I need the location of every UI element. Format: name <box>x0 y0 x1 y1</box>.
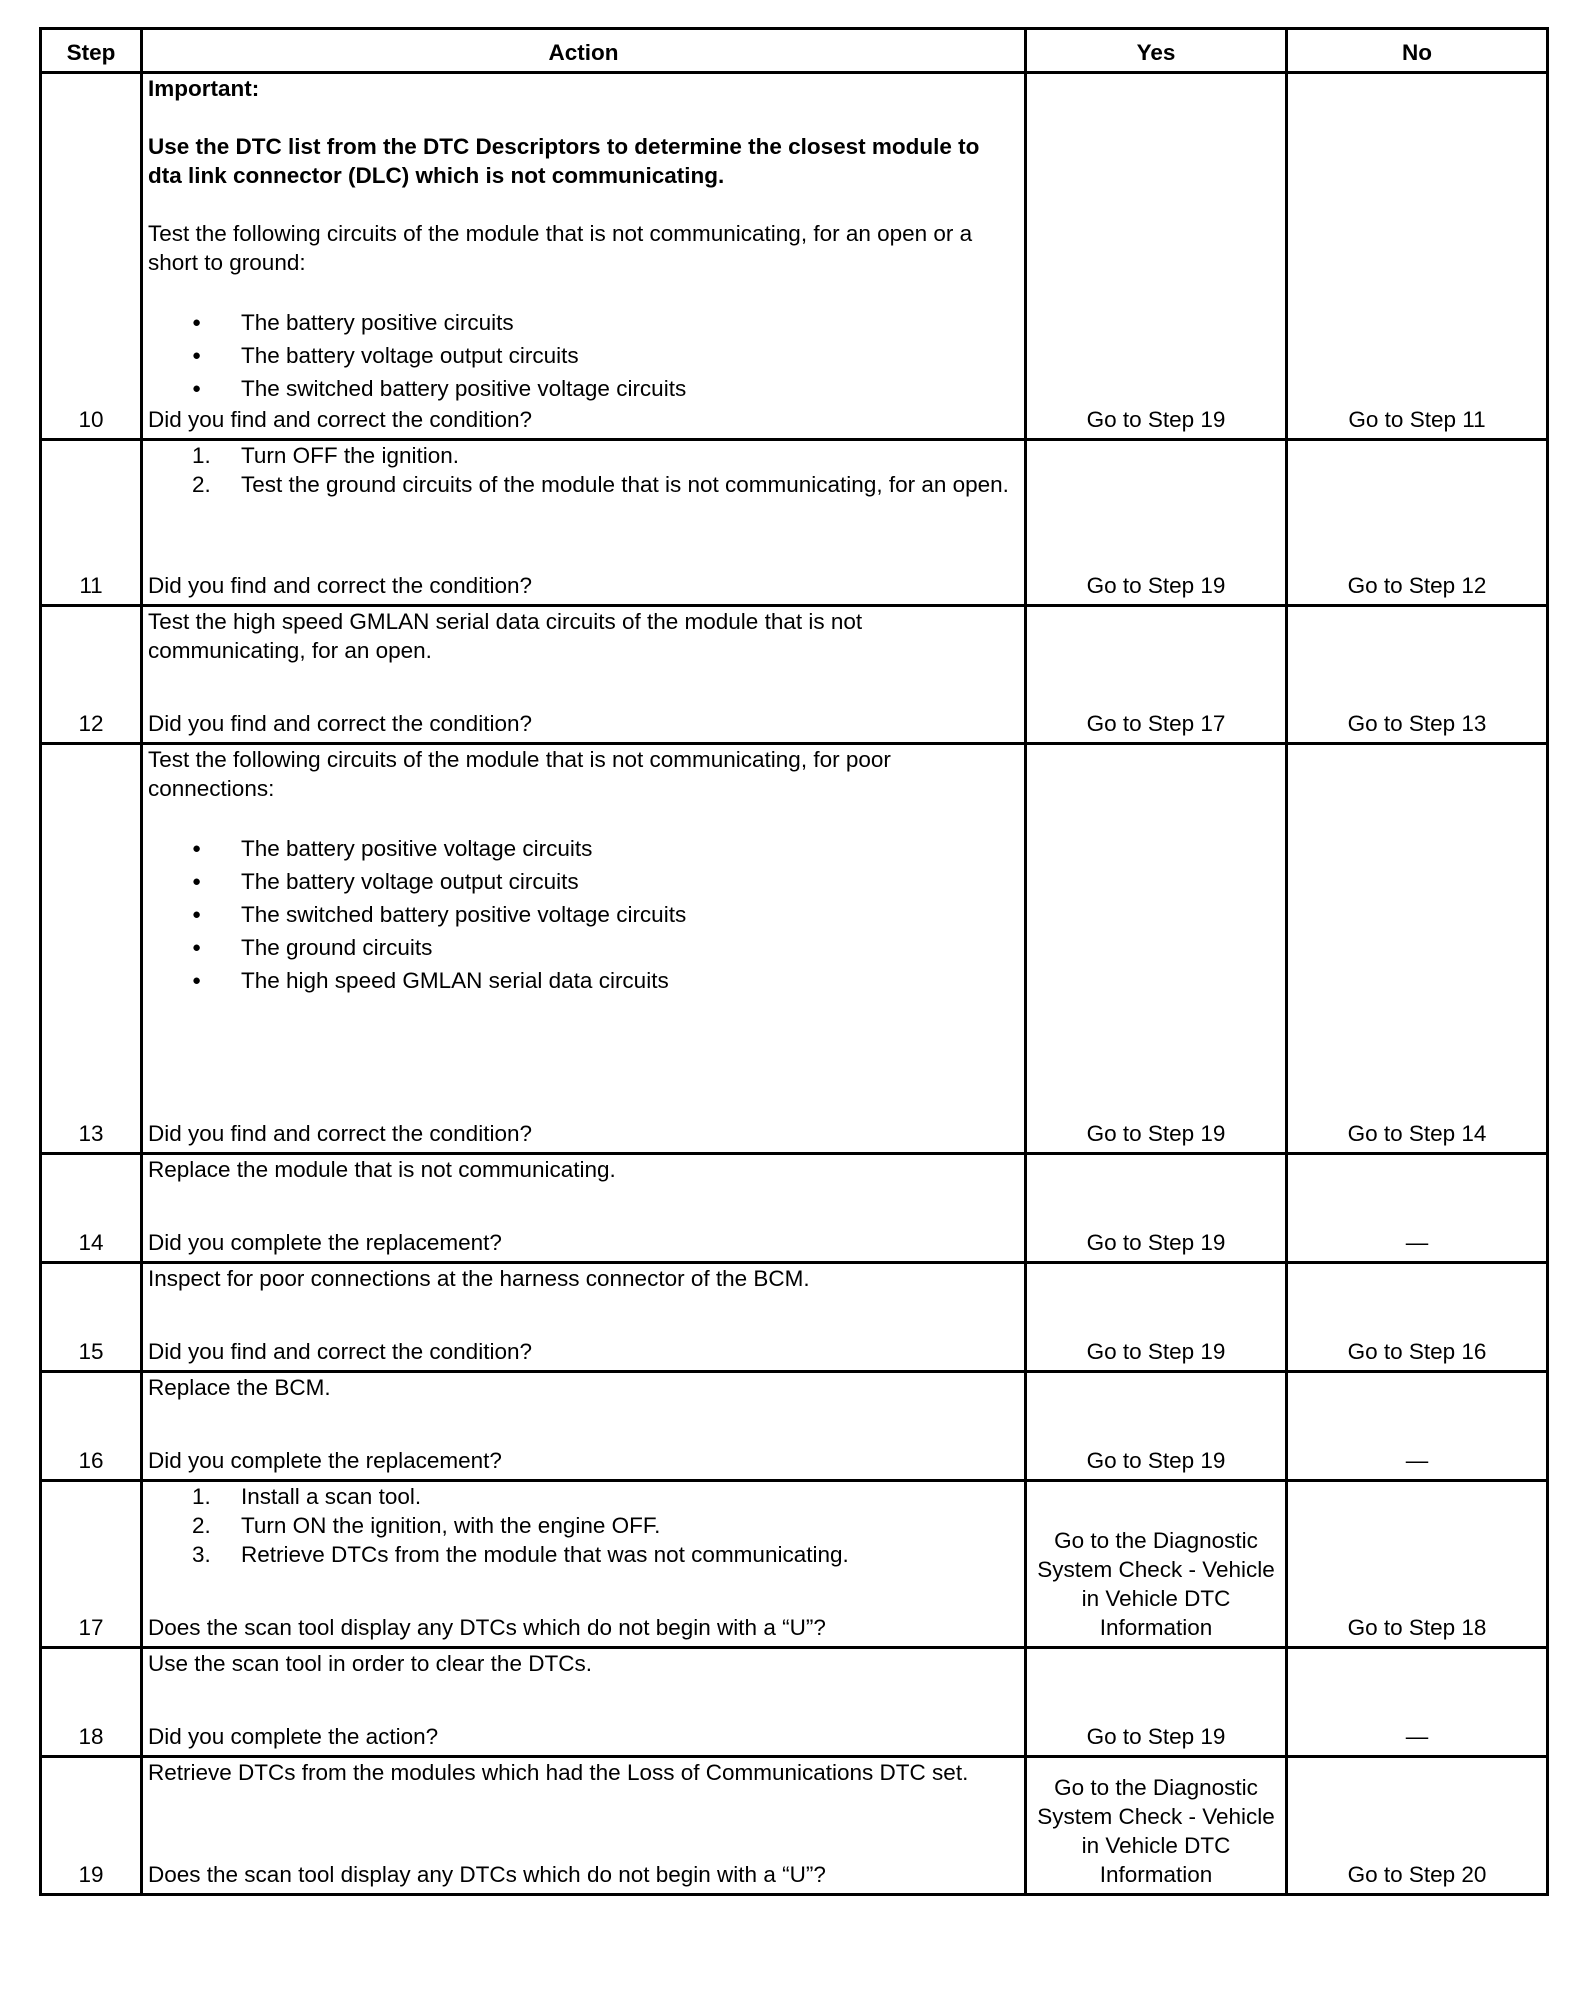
action-cell <box>142 606 1026 744</box>
no-result: — <box>1287 1648 1548 1757</box>
yes-result: Go to Step 19 <box>1026 1154 1287 1263</box>
table-row <box>41 1481 1548 1648</box>
no-result: Go to Step 12 <box>1287 440 1548 606</box>
table-row <box>41 1154 1548 1263</box>
action-intro: Use the scan tool in order to clear the DTCs. <box>148 1651 592 1676</box>
step-number: 12 <box>41 606 142 744</box>
action-question: Did you find and correct the condition? <box>148 1339 532 1364</box>
numbered-list <box>148 441 1019 499</box>
yes-result: Go to Step 17 <box>1026 606 1287 744</box>
no-result: Go to Step 13 <box>1287 606 1548 744</box>
yes-result: Go to the Diagnostic System Check - Vehicle in Vehicle DTC Information <box>1026 1757 1287 1895</box>
action-intro: Test the following circuits of the module that is not communicating, for an open or a short to ground: <box>148 221 973 275</box>
yes-result: Go to Step 19 <box>1026 73 1287 440</box>
important-text: Use the DTC list from the DTC Descriptors to determine the closest module to dta link connector (DLC) which is not communicating. <box>148 134 980 188</box>
action-cell <box>142 1263 1026 1372</box>
step-number: 19 <box>41 1757 142 1895</box>
action-question: Did you complete the action? <box>148 1724 439 1749</box>
list-item: 2. Test the ground circuits of the module that is not communicating, for an open. <box>192 472 1009 497</box>
table-row <box>41 1372 1548 1481</box>
step-number: 14 <box>41 1154 142 1263</box>
action-cell <box>142 1757 1026 1895</box>
list-item: ● The battery voltage output circuits <box>192 339 1019 372</box>
no-result: Go to Step 16 <box>1287 1263 1548 1372</box>
action-cell <box>142 744 1026 1154</box>
header-step: Step <box>41 29 142 73</box>
numbered-list <box>148 1482 1019 1569</box>
action-cell <box>142 73 1026 440</box>
action-question: Did you find and correct the condition? <box>148 573 532 598</box>
action-question: Did you find and correct the condition? <box>148 1121 532 1146</box>
diagnostic-step-table <box>39 27 1549 1896</box>
header-row <box>41 29 1548 73</box>
important-label: Important: <box>148 76 260 101</box>
list-item: ● The high speed GMLAN serial data circuits <box>192 964 1019 997</box>
circuit-list <box>148 832 1019 997</box>
no-result: — <box>1287 1372 1548 1481</box>
no-result: Go to Step 11 <box>1287 73 1548 440</box>
action-intro: Inspect for poor connections at the harness connector of the BCM. <box>148 1266 810 1291</box>
step-number: 18 <box>41 1648 142 1757</box>
table-row <box>41 1263 1548 1372</box>
step-number: 11 <box>41 440 142 606</box>
action-question: Did you complete the replacement? <box>148 1448 502 1473</box>
table-row <box>41 440 1548 606</box>
table-row <box>41 744 1548 1154</box>
list-item: 1. Install a scan tool. <box>192 1484 422 1509</box>
action-question: Does the scan tool display any DTCs which do not begin with a “U”? <box>148 1615 826 1640</box>
list-item: ● The ground circuits <box>192 931 1019 964</box>
no-result: Go to Step 18 <box>1287 1481 1548 1648</box>
list-item: ● The battery positive circuits <box>192 306 1019 339</box>
circuit-list <box>148 306 1019 405</box>
action-cell <box>142 1154 1026 1263</box>
yes-result: Go to Step 19 <box>1026 744 1287 1154</box>
action-intro: Replace the BCM. <box>148 1375 331 1400</box>
step-number: 16 <box>41 1372 142 1481</box>
step-number: 15 <box>41 1263 142 1372</box>
action-intro: Replace the module that is not communicating. <box>148 1157 616 1182</box>
list-item: 2. Turn ON the ignition, with the engine OFF. <box>192 1513 661 1538</box>
action-question: Did you find and correct the condition? <box>148 711 532 736</box>
no-result: — <box>1287 1154 1548 1263</box>
action-intro: Retrieve DTCs from the modules which had the Loss of Communications DTC set. <box>148 1760 969 1785</box>
table-row <box>41 1757 1548 1895</box>
yes-result: Go to Step 19 <box>1026 1648 1287 1757</box>
header-no: No <box>1287 29 1548 73</box>
header-yes: Yes <box>1026 29 1287 73</box>
list-item: ● The battery voltage output circuits <box>192 865 1019 898</box>
action-intro: Test the high speed GMLAN serial data circuits of the module that is not communicating, for an open. <box>148 609 863 663</box>
yes-result: Go to Step 19 <box>1026 1372 1287 1481</box>
list-item: ● The switched battery positive voltage circuits <box>192 372 1019 405</box>
header-action: Action <box>142 29 1026 73</box>
no-result: Go to Step 14 <box>1287 744 1548 1154</box>
action-cell <box>142 440 1026 606</box>
action-question: Did you find and correct the condition? <box>148 407 532 432</box>
table-row <box>41 606 1548 744</box>
list-item: ● The switched battery positive voltage circuits <box>192 898 1019 931</box>
no-result: Go to Step 20 <box>1287 1757 1548 1895</box>
diagnostic-table-page <box>39 27 1546 1896</box>
step-number: 10 <box>41 73 142 440</box>
action-cell <box>142 1648 1026 1757</box>
list-item: ● The battery positive voltage circuits <box>192 832 1019 865</box>
action-cell <box>142 1372 1026 1481</box>
yes-result: Go to Step 19 <box>1026 440 1287 606</box>
action-question: Did you complete the replacement? <box>148 1230 502 1255</box>
list-item: 1. Turn OFF the ignition. <box>192 443 460 468</box>
table-row <box>41 73 1548 440</box>
list-item: 3. Retrieve DTCs from the module that was not communicating. <box>192 1542 849 1567</box>
step-number: 13 <box>41 744 142 1154</box>
step-number: 17 <box>41 1481 142 1648</box>
action-cell <box>142 1481 1026 1648</box>
action-question: Does the scan tool display any DTCs which do not begin with a “U”? <box>148 1862 826 1887</box>
action-intro: Test the following circuits of the module that is not communicating, for poor connections: <box>148 747 891 801</box>
yes-result: Go to the Diagnostic System Check - Vehicle in Vehicle DTC Information <box>1026 1481 1287 1648</box>
table-row <box>41 1648 1548 1757</box>
yes-result: Go to Step 19 <box>1026 1263 1287 1372</box>
